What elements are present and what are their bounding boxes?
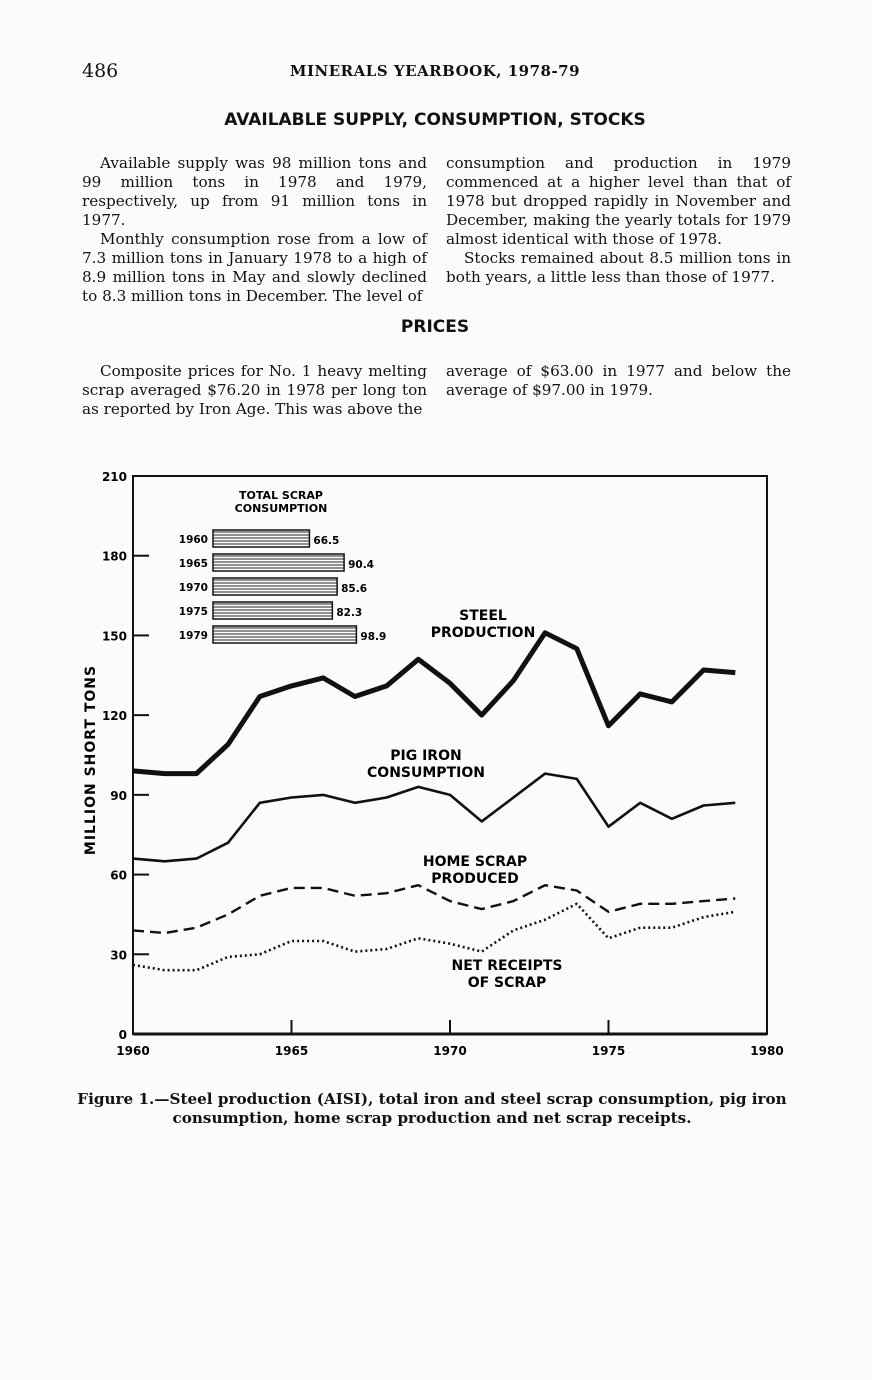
chart-lines (133, 633, 735, 970)
supply-right-column (446, 154, 791, 287)
series-label (452, 958, 563, 991)
paragraph: Monthly consumption rose from a low of 7.3 million tons in January 1978 to a high of 8.9 million tons in May and slowly declined to 8.3 million tons in December. The level of (82, 230, 427, 305)
series-label-line: PRODUCED (431, 871, 519, 887)
inset-bar (213, 602, 332, 619)
prices-left-column (82, 362, 427, 419)
series-label (431, 608, 536, 641)
inset-bar-category: 1979 (178, 630, 208, 642)
series-label-line: PIG IRON (390, 748, 462, 764)
paragraph: Stocks remained about 8.5 million tons in both years, a little less than those of 1977. (446, 249, 791, 286)
series-label-line: HOME SCRAP (422, 854, 528, 870)
series-label-line: CONSUMPTION (367, 765, 485, 781)
inset-bar-category: 1975 (178, 606, 208, 618)
y-tick-label: 30 (110, 948, 127, 963)
scrap-consumption-inset (179, 489, 387, 643)
running-title: MINERALS YEARBOOK, 1978-79 (289, 62, 581, 80)
inset-bar (213, 626, 356, 643)
inset-bar-category: 1960 (178, 534, 208, 546)
inset-title (235, 489, 328, 515)
figure-caption: Figure 1.—Steel production (AISI), total iron and steel scrap consumption, pig iron consumption, home scrap production and net scrap receipts. (77, 1090, 787, 1127)
inset-bar-value: 85.6 (341, 583, 368, 595)
inset-bar-value: 98.9 (360, 631, 387, 643)
inset-title-line: CONSUMPTION (234, 502, 328, 515)
x-tick-label: 1960 (116, 1044, 150, 1058)
supply-left-column (82, 154, 427, 306)
prices-right-column (446, 362, 791, 400)
series-label-line: PRODUCTION (430, 625, 536, 641)
inset-bar-value: 66.5 (313, 535, 340, 547)
y-axis-label: MILLION SHORT TONS (83, 664, 99, 856)
series-labels (367, 608, 562, 991)
y-tick-label: 120 (101, 709, 127, 724)
inset-bar (213, 554, 344, 571)
y-tick-label: 150 (101, 629, 127, 644)
series-label (367, 748, 485, 781)
inset-bar-value: 90.4 (348, 559, 375, 571)
x-tick-label: 1965 (274, 1044, 309, 1058)
section-heading-prices: PRICES (400, 317, 470, 337)
inset-bar (213, 530, 309, 547)
y-tick-label: 0 (118, 1028, 127, 1042)
inset-title-line: TOTAL SCRAP (239, 489, 323, 502)
series-line-pig-iron-consumption (133, 774, 735, 862)
y-tick-label: 60 (110, 868, 127, 883)
series-line-net-receipts-of-scrap (133, 904, 735, 970)
x-tick-label: 1980 (750, 1044, 784, 1058)
series-label-line: NET RECEIPTS (451, 958, 563, 974)
y-tick-label: 210 (101, 470, 127, 484)
figure-chart (75, 462, 795, 1067)
paragraph: average of $63.00 in 1977 and below the average of $97.00 in 1979. (446, 362, 791, 399)
section-heading-supply: AVAILABLE SUPPLY, CONSUMPTION, STOCKS (224, 110, 646, 130)
y-tick-label: 90 (110, 788, 127, 803)
series-label-line: STEEL (459, 608, 507, 624)
y-tick-label: 180 (101, 549, 127, 564)
x-tick-label: 1970 (433, 1044, 467, 1058)
inset-bar (213, 578, 337, 595)
x-tick-label: 1975 (591, 1044, 626, 1058)
paragraph: Available supply was 98 million tons and 99 million tons in 1978 and 1979, respectively, up from 91 million tons in 1977. (82, 154, 427, 229)
inset-bar-value: 82.3 (336, 607, 363, 619)
series-line-home-scrap-produced (133, 885, 735, 933)
inset-bar-category: 1965 (178, 558, 208, 570)
series-label (423, 854, 527, 887)
paragraph: consumption and production in 1979 commenced at a higher level than that of 1978 but dropped rapidly in November and December, making the yearly totals for 1979 almost identical with those of 1978. (446, 154, 791, 248)
series-label-line: OF SCRAP (467, 975, 547, 991)
inset-bar-category: 1970 (178, 582, 208, 594)
page-number: 486 (82, 60, 119, 82)
paragraph: Composite prices for No. 1 heavy melting scrap averaged $76.20 in 1978 per long ton as reported by Iron Age. This was above the (82, 362, 427, 418)
page-header (82, 60, 788, 86)
